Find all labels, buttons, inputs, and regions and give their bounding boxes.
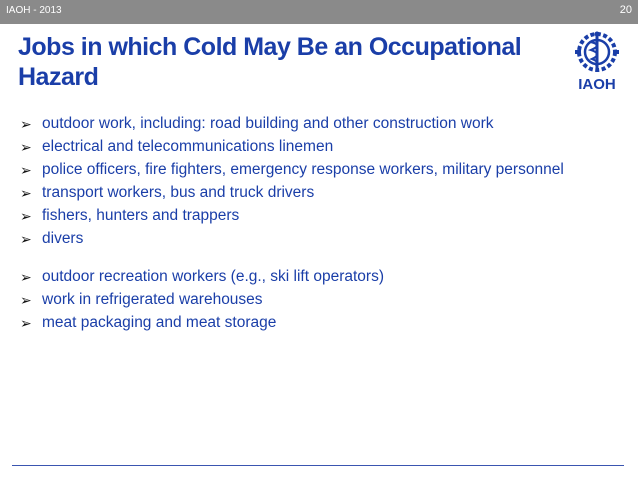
- list-item: [18, 137, 578, 156]
- list-item-text: outdoor recreation workers (e.g., ski lift operators): [42, 268, 384, 285]
- list-item: [18, 313, 578, 332]
- list-item-text: work in refrigerated warehouses: [42, 291, 263, 308]
- list-item-text: meat packaging and meat storage: [42, 314, 277, 331]
- arrow-bullet-icon: ➢: [20, 185, 32, 201]
- arrow-bullet-icon: ➢: [20, 116, 32, 132]
- slide-title: Jobs in which Cold May Be an Occupational Hazard: [18, 33, 522, 91]
- list-item: [18, 160, 578, 179]
- arrow-bullet-icon: ➢: [20, 269, 32, 285]
- iaoh-emblem-icon: [566, 30, 628, 76]
- list-item-text: electrical and telecommunications linemen: [42, 138, 334, 155]
- list-item-text: fishers, hunters and trappers: [42, 207, 240, 224]
- list-item: [18, 290, 578, 309]
- footer-divider: [12, 465, 624, 466]
- org-label: IAOH - 2013: [6, 5, 62, 16]
- list-item: [18, 114, 578, 133]
- arrow-bullet-icon: ➢: [20, 315, 32, 331]
- list-item-text: outdoor work, including: road building and other construction work: [42, 115, 494, 132]
- list-item-text: police officers, fire fighters, emergency response workers, military personnel: [42, 161, 564, 178]
- arrow-bullet-icon: ➢: [20, 162, 32, 178]
- arrow-bullet-icon: ➢: [20, 208, 32, 224]
- list-item: [18, 229, 578, 248]
- page-number: 20: [619, 4, 632, 16]
- logo-text: IAOH: [578, 76, 616, 93]
- list-item: [18, 267, 578, 286]
- arrow-bullet-icon: ➢: [20, 231, 32, 247]
- header-bar: [0, 0, 638, 24]
- iaoh-logo: [566, 30, 628, 94]
- arrow-bullet-icon: ➢: [20, 139, 32, 155]
- list-item: [18, 183, 578, 202]
- bullet-list: [18, 114, 578, 336]
- list-item-text: transport workers, bus and truck drivers: [42, 184, 315, 201]
- list-item: [18, 206, 578, 225]
- arrow-bullet-icon: ➢: [20, 292, 32, 308]
- list-item-text: divers: [42, 230, 84, 247]
